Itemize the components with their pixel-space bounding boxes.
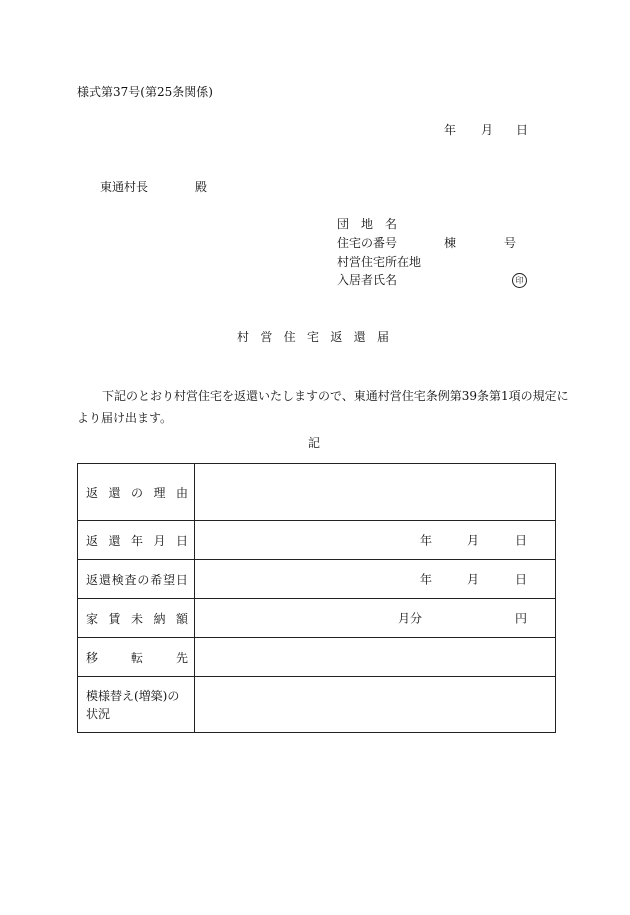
ki-heading: 記 — [308, 436, 321, 450]
label-char: 納 — [153, 611, 166, 626]
complex-name-label: 団 地 名 — [337, 217, 398, 231]
inspection-date-field[interactable] — [195, 560, 556, 599]
title-char: 住 — [283, 330, 296, 344]
date-year-label: 年 — [444, 123, 457, 137]
return-date-day: 日 — [515, 533, 528, 548]
row-label-reason — [78, 464, 195, 521]
label-char: 検 — [111, 572, 124, 587]
label-char: 返 — [86, 572, 99, 587]
body-line-2: より届け出ます。 — [77, 411, 173, 425]
label-char: 額 — [175, 611, 188, 626]
label-char: 還 — [108, 533, 121, 548]
resident-name-label: 入居者氏名 — [337, 273, 398, 287]
label-char: 理 — [153, 485, 166, 500]
label-char: 査 — [124, 572, 137, 587]
label-char: 転 — [130, 650, 143, 665]
unpaid-rent-yen: 円 — [515, 611, 528, 626]
label-char: 還 — [98, 572, 111, 587]
unpaid-rent-months: 月分 — [398, 611, 423, 626]
table-row — [78, 521, 556, 560]
title-char: 村 — [237, 330, 250, 344]
body-line-1: 下記のとおり村営住宅を返還いたしますので、東通村営住宅条例第39条第1項の規定に — [102, 389, 569, 403]
label-char: 由 — [175, 485, 188, 500]
reason-value-field[interactable] — [195, 464, 556, 521]
table-row — [78, 560, 556, 599]
body-text — [77, 385, 569, 429]
table-row — [78, 599, 556, 638]
inspection-date-year: 年 — [420, 572, 433, 587]
label-char: 賃 — [108, 611, 121, 626]
inspection-date-day: 日 — [515, 572, 528, 587]
title-char: 宅 — [306, 330, 319, 344]
label-char: の — [130, 485, 143, 500]
row-label-destination — [78, 638, 195, 677]
title-char: 還 — [353, 330, 366, 344]
inspection-date-month: 月 — [467, 572, 480, 587]
remodel-status-field[interactable] — [195, 677, 556, 733]
row-label-unpaid-rent — [78, 599, 195, 638]
title-char: 営 — [260, 330, 273, 344]
label-char: 年 — [130, 533, 143, 548]
row-label-remodel-status — [78, 677, 195, 733]
return-date-year: 年 — [420, 533, 433, 548]
label-char: 返 — [86, 485, 99, 500]
unpaid-rent-field[interactable] — [195, 599, 556, 638]
label-char: 日 — [175, 533, 188, 548]
label-char: 月 — [153, 533, 166, 548]
label-char: 先 — [175, 650, 188, 665]
label-char: 望 — [163, 572, 176, 587]
table-row — [78, 677, 556, 733]
table-row — [78, 638, 556, 677]
form-number: 様式第37号(第25条関係) — [77, 85, 213, 99]
title-char: 返 — [330, 330, 343, 344]
destination-field[interactable] — [195, 638, 556, 677]
address-label: 村営住宅所在地 — [337, 255, 422, 269]
label-char: 家 — [86, 611, 99, 626]
date-day-label: 日 — [516, 123, 529, 137]
seal-mark — [512, 273, 527, 288]
label-char: 日 — [175, 572, 188, 587]
label-char: の — [137, 572, 150, 587]
row-label-inspection-date — [78, 560, 195, 599]
title-char: 届 — [376, 330, 389, 344]
table-row — [78, 464, 556, 521]
document-title — [237, 331, 389, 343]
date-month-label: 月 — [481, 123, 494, 137]
number-suffix: 号 — [504, 236, 517, 250]
addressee-name: 東通村長 — [100, 180, 149, 194]
label-char: 還 — [108, 485, 121, 500]
remodel-status-label: 模様替え(増築)の状況 — [86, 688, 180, 721]
return-details-table — [77, 463, 556, 733]
seal-icon: 印 — [512, 273, 527, 288]
unit-number-label: 住宅の番号 — [337, 236, 398, 250]
row-label-return-date — [78, 521, 195, 560]
building-suffix: 棟 — [444, 236, 457, 250]
label-char: 移 — [86, 650, 99, 665]
label-char: 未 — [130, 611, 143, 626]
return-date-month: 月 — [467, 533, 480, 548]
label-char: 返 — [86, 533, 99, 548]
return-date-field[interactable] — [195, 521, 556, 560]
addressee-honorific: 殿 — [195, 180, 208, 194]
label-char: 希 — [150, 572, 163, 587]
